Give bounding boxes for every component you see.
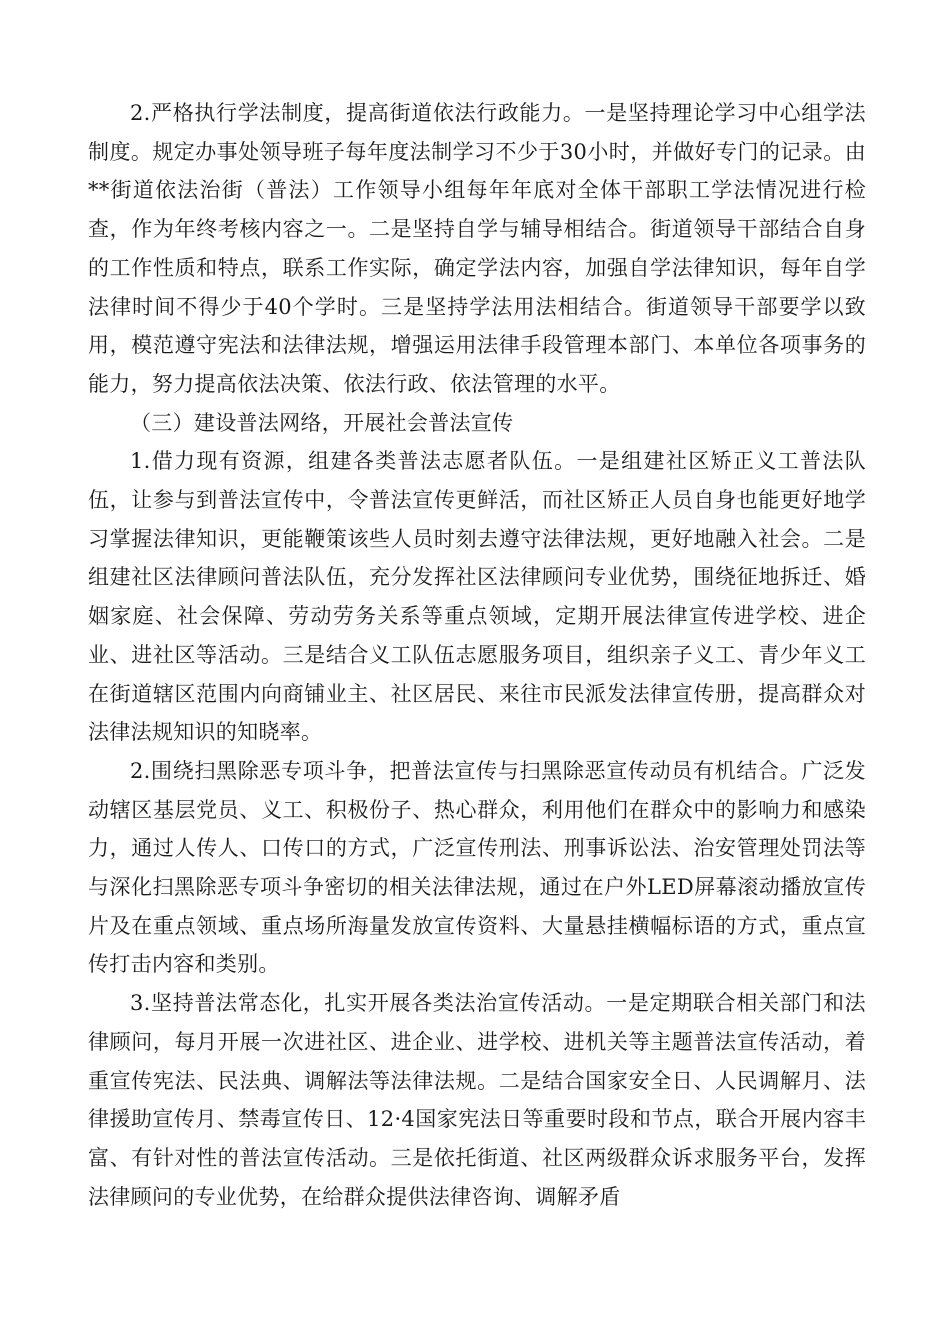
document-body (88, 94, 866, 1216)
paragraph-study-system: 2.严格执行学法制度，提高街道依法行政能力。一是坚持理论学习中心组学法制度。规定办事处领导班子每年度法制学习不少于30小时，并做好专门的记录。由**街道依法治街（普法）工作领导小组每年年底对全体干部职工学法情况进行检查，作为年终考核内容之一。二是坚持自学与辅导相结合。街道领导干部结合自身的工作性质和特点，联系工作实际，确定学法内容，加强自学法律知识，每年自学法律时间不得少于40个学时。三是坚持学法用法相结合。街道领导干部要学以致用，模范遵守宪法和法律法规，增强运用法律手段管理本部门、本单位各项事务的能力，努力提高依法决策、依法行政、依法管理的水平。 (88, 101, 866, 396)
paragraph-anti-crime-campaign: 2.围绕扫黑除恶专项斗争，把普法宣传与扫黑除恶宣传动员有机结合。广泛发动辖区基层党员、义工、积极份子、热心群众，利用他们在群众中的影响力和感染力，通过人传人、口传口的方式，广泛宣传刑法、刑事诉讼法、治安管理处罚法等与深化扫黑除恶专项斗争密切的相关法律法规，通过在户外LED屏幕滚动播放宣传片及在重点领域、重点场所海量发放宣传资料、大量悬挂横幅标语的方式，重点宣传打击内容和类别。 (88, 758, 866, 977)
paragraph-volunteer-teams: 1.借力现有资源，组建各类普法志愿者队伍。一是组建社区矫正义工普法队伍，让参与到普法宣传中，令普法宣传更鲜活，而社区矫正人员自身也能更好地学习掌握法律知识，更能鞭策该些人员时刻去遵守法律法规，更好地融入社会。二是组建社区法律顾问普法队伍，充分发挥社区法律顾问专业优势，围绕征地拆迁、婚姻家庭、社会保障、劳动劳务关系等重点领域，定期开展法律宣传进学校、进企业、进社区等活动。三是结合义工队伍志愿服务项目，组织亲子义工、青少年义工在街道辖区范围内向商铺业主、社区居民、来往市民派发法律宣传册，提高群众对法律法规知识的知晓率。 (88, 449, 866, 745)
paragraph-regular-activities: 3.坚持普法常态化，扎实开展各类法治宣传活动。一是定期联合相关部门和法律顾问，每月开展一次进社区、进企业、进学校、进机关等主题普法宣传活动，着重宣传宪法、民法典、调解法等法律法规。二是结合国家安全日、人民调解月、法律援助宣传月、禁毒宣传日、12·4国家宪法日等重要时段和节点，联合开展内容丰富、有针对性的普法宣传活动。三是依托街道、社区两级群众诉求服务平台，发挥法律顾问的专业优势，在给群众提供法律咨询、调解矛盾 (88, 991, 866, 1209)
section-heading-three: （三）建设普法网络，开展社会普法宣传 (130, 410, 514, 435)
